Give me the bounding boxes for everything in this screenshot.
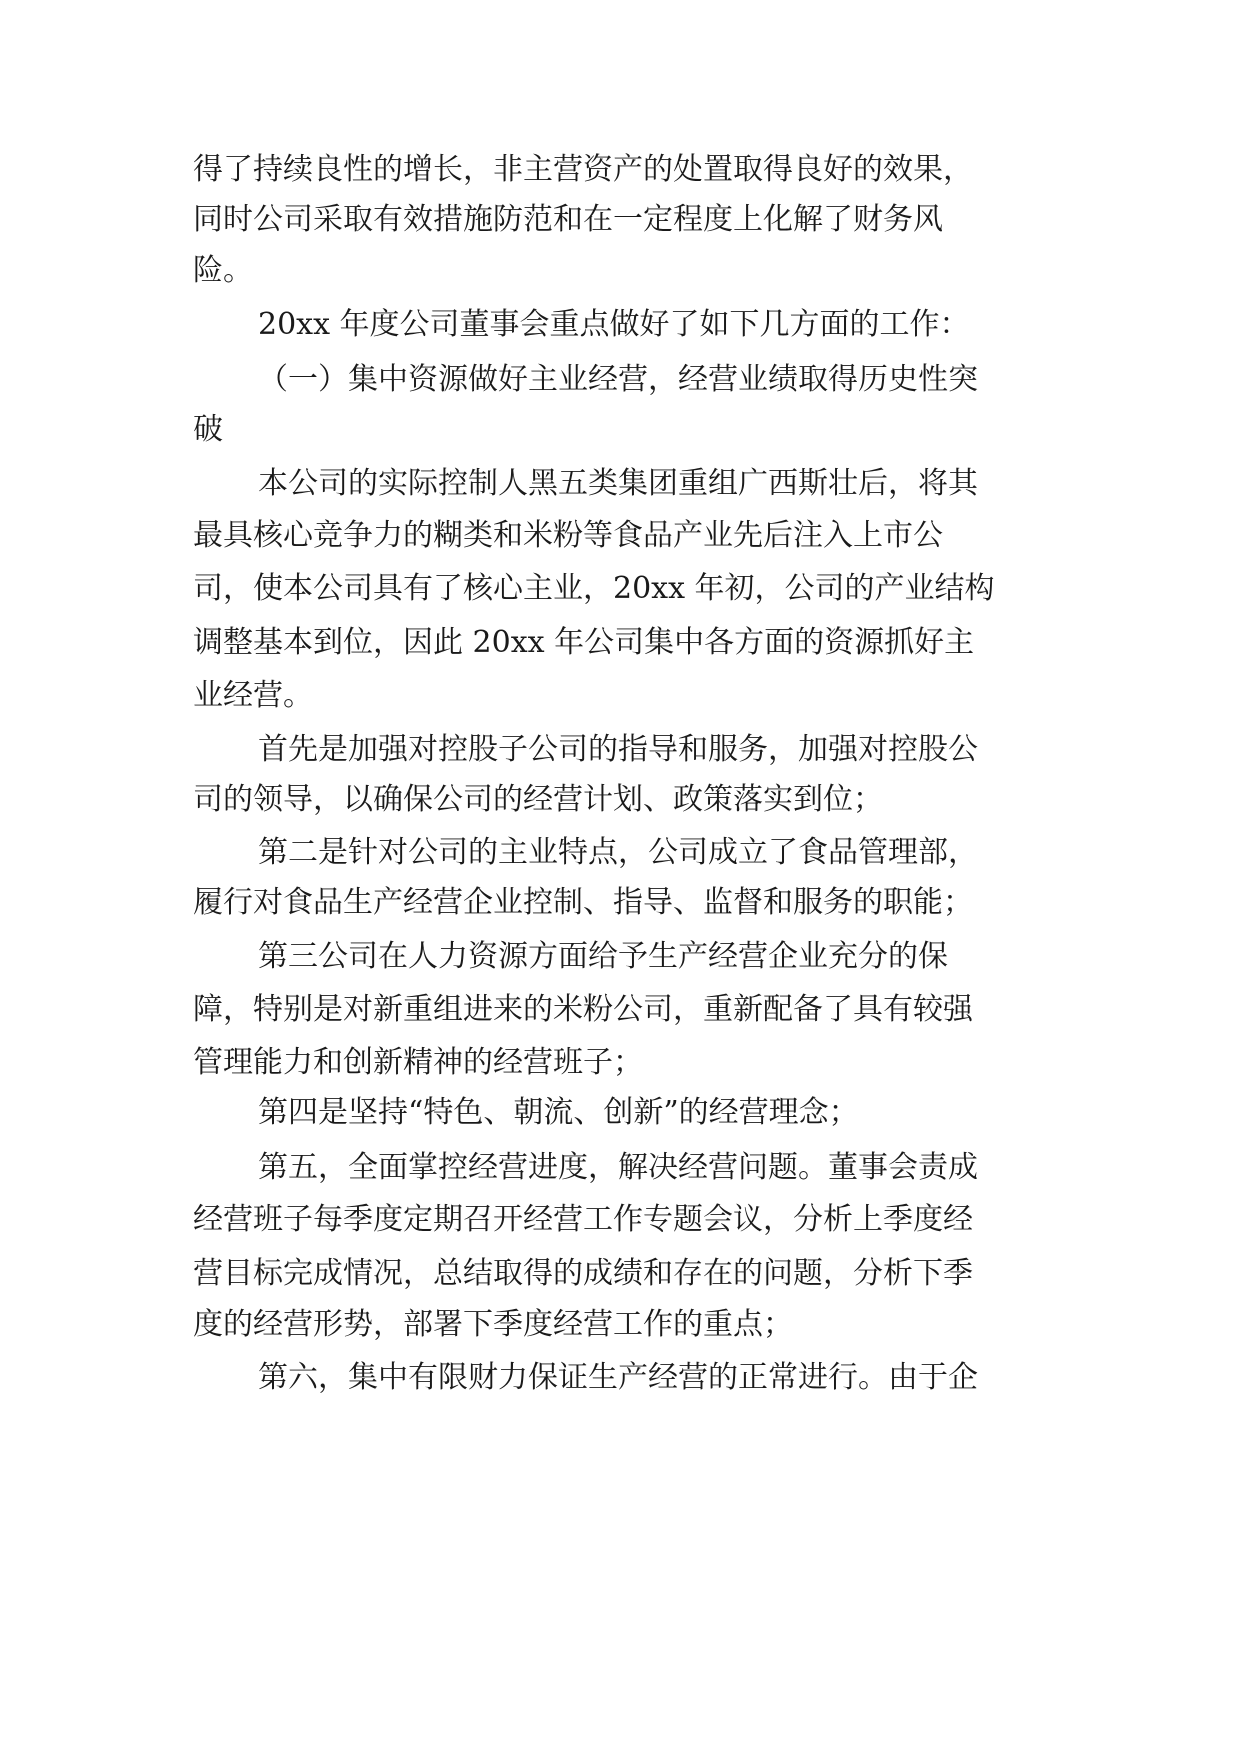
text-line: 第五，全面掌控经营进度，解决经营问题。董事会责成 [258, 1150, 978, 1185]
text-line: 同时公司采取有效措施防范和在一定程度上化解了财务风 [193, 202, 943, 237]
section-heading-continued: 破 [193, 412, 223, 447]
text-line: 经营班子每季度定期召开经营工作专题会议，分析上季度经 [193, 1202, 973, 1237]
text-line: 司的领导，以确保公司的经营计划、政策落实到位； [193, 782, 883, 817]
text-line: 第六，集中有限财力保证生产经营的正常进行。由于企 [258, 1360, 978, 1395]
paragraph-intro: 20xx 年度公司董事会重点做好了如下几方面的工作： [258, 307, 970, 342]
text-line: 最具核心竞争力的糊类和米粉等食品产业先后注入上市公 [193, 518, 943, 553]
text-line: 度的经营形势，部署下季度经营工作的重点； [193, 1307, 793, 1342]
text-line: 首先是加强对控股子公司的指导和服务，加强对控股公 [258, 732, 978, 767]
text-line: 司，使本公司具有了核心主业，20xx 年初，公司的产业结构 [193, 571, 995, 606]
text-line: 第三公司在人力资源方面给予生产经营企业充分的保 [258, 939, 948, 974]
text-line: 业经营。 [193, 678, 313, 713]
section-heading: （一）集中资源做好主业经营，经营业绩取得历史性突 [258, 362, 978, 397]
text-line: 营目标完成情况，总结取得的成绩和存在的问题，分析下季 [193, 1256, 973, 1291]
text-line: 得了持续良性的增长，非主营资产的处置取得良好的效果， [193, 152, 973, 187]
text-line: 本公司的实际控制人黑五类集团重组广西斯壮后，将其 [258, 466, 978, 501]
text-line: 履行对食品生产经营企业控制、指导、监督和服务的职能； [193, 885, 973, 920]
text-line: 险。 [193, 253, 253, 288]
text-line: 障，特别是对新重组进来的米粉公司，重新配备了具有较强 [193, 992, 973, 1027]
text-line: 调整基本到位，因此 20xx 年公司集中各方面的资源抓好主 [193, 625, 975, 660]
text-line: 第二是针对公司的主业特点，公司成立了食品管理部， [258, 835, 978, 870]
text-line: 管理能力和创新精神的经营班子； [193, 1045, 643, 1080]
text-line: 第四是坚持“特色、朝流、创新”的经营理念； [258, 1095, 859, 1130]
